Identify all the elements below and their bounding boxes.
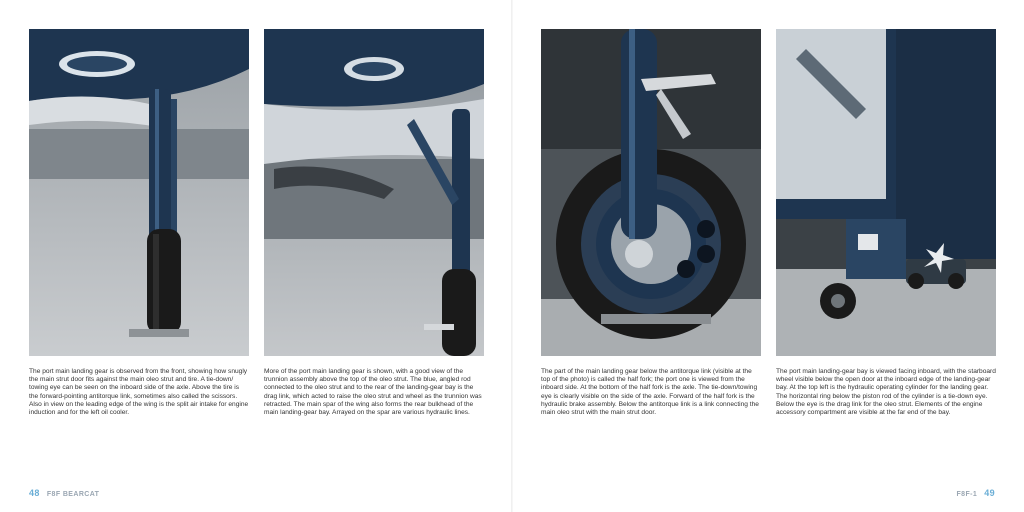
left-folio (29, 488, 99, 498)
photo-trunnion-assembly (264, 29, 484, 356)
caption-2: More of the port main landing gear is shown, with a good view of the trunnion assembly above the top of the oleo strut. The blue, angled rod connected to the oleo strut and to the rear of the landing-gear bay is the drag link, which acted to raise the oleo strut and wheel as the trunnion was retracted. The main spar of the wing also forms the rear bulkhead of the main landing-gear bay. Arrayed on the spar are various hydraulic lines. (264, 368, 482, 417)
photo-landing-gear-bay (776, 29, 996, 356)
left-running-title: F8F BEARCAT (46, 491, 100, 498)
landing-gear-bay-image (776, 29, 996, 356)
trunnion-assembly-image (264, 29, 484, 356)
photo-half-fork-wheel (541, 29, 761, 356)
photo-front-landing-gear (29, 29, 249, 356)
half-fork-wheel-image (541, 29, 761, 356)
caption-4: The port main landing-gear bay is viewed facing inboard, with the starboard wheel visible below the open door at the inboard edge of the landing-gear bay. At the top left is the hydraulic operating cylinder for the landing gear. The horizontal ring below the piston rod of the cylinder is a tie-down eye. Below the eye is the drag link for the oleo strut. Elements of the engine accessory compartment are visible at the far end of the bay. (776, 368, 996, 417)
caption-1: The port main landing gear is observed from the front, showing how snugly the main strut door fits against the main oleo strut and tire. A tie-down/ towing eye can be seen on the inboard side of the axle. Above the tire is the forward-pointing antitorque link, sometimes also called the scissors. Also in view on the leading edge of the wing is the split air intake for engine induction and for the left oil cooler. (29, 368, 249, 417)
caption-3: The part of the main landing gear below the antitorque link (visible at the top of the photo) is called the half fork; the port one is viewed from the inboard side. At the bottom of the half fork is the axle. The tie-down/towing eye is clearly visible on the side of the axle. Forward of the half fork is the hydraulic brake assembly. Below the antitorque link is a link connecting the main oleo strut with the main strut door. (541, 368, 759, 417)
right-page (512, 0, 1024, 512)
landing-gear-front-image (29, 29, 249, 356)
right-running-title: F8F-1 (956, 491, 978, 498)
left-page-number: 48 (29, 488, 40, 498)
right-page-number: 49 (984, 488, 995, 498)
right-folio (956, 488, 995, 498)
